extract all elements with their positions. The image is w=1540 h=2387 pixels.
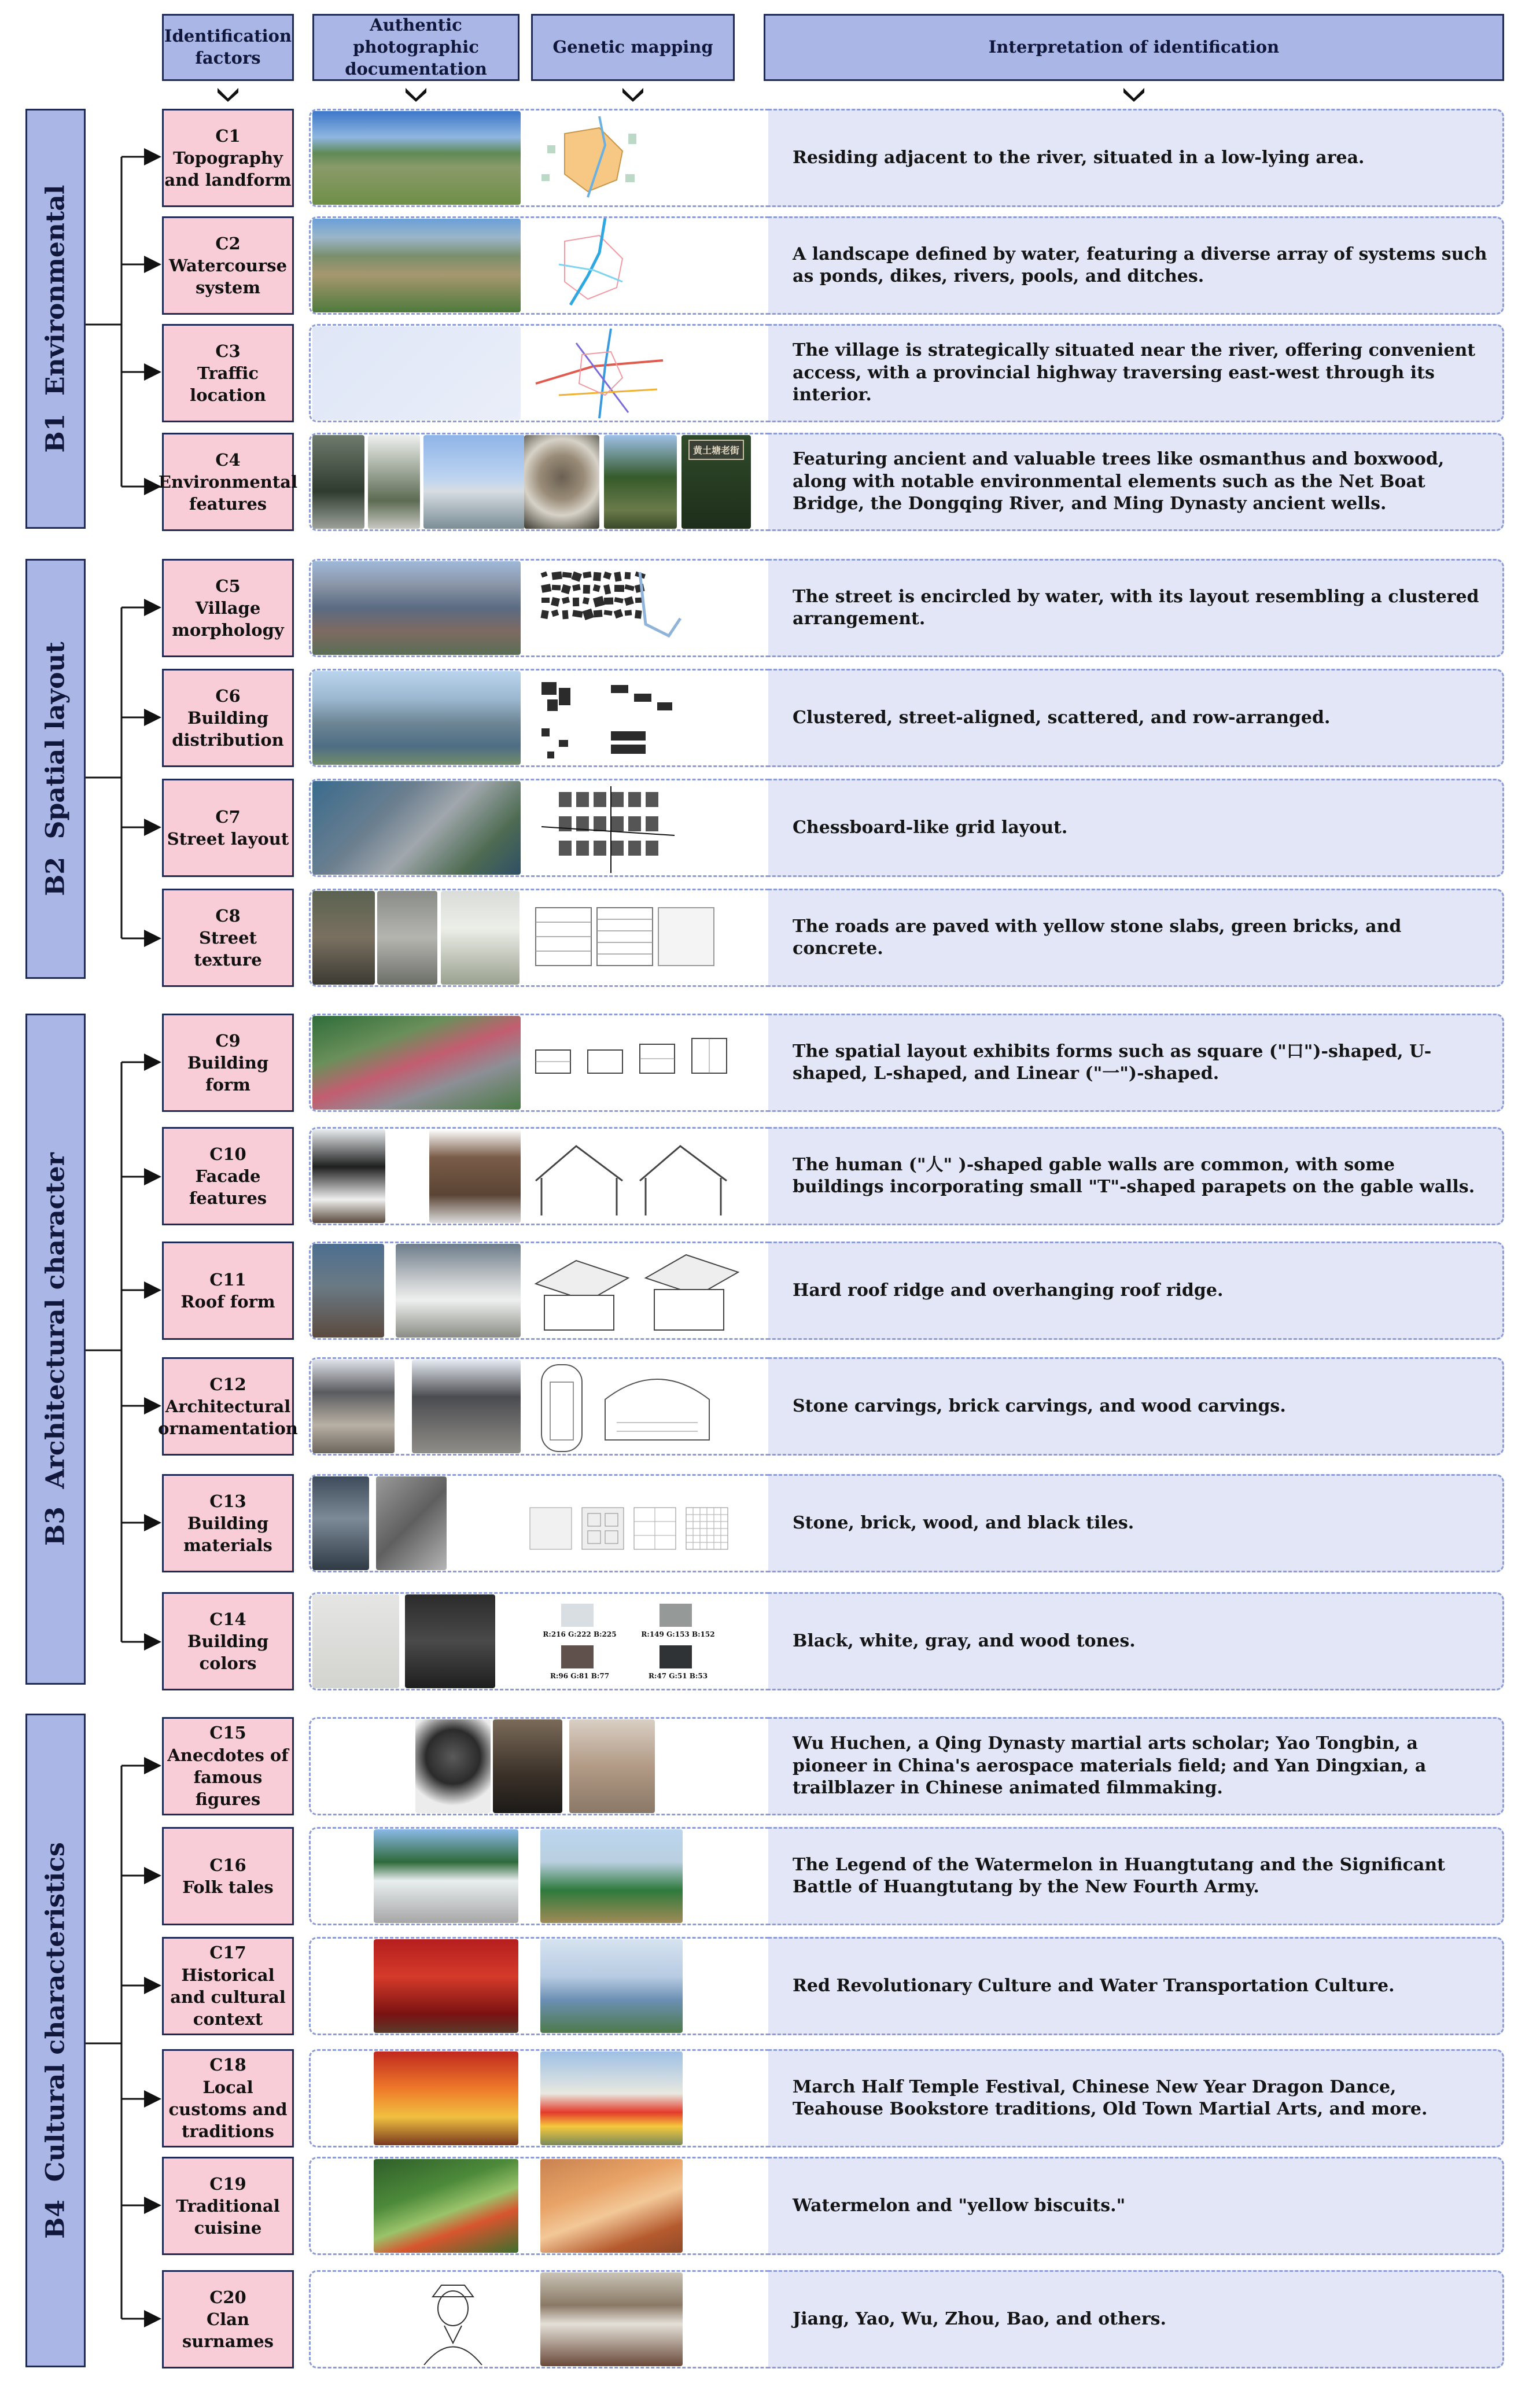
factor-code: C19 <box>209 2174 246 2194</box>
photograph <box>540 1939 683 2033</box>
header-label: Identification factors <box>164 26 292 68</box>
photograph <box>374 2159 518 2253</box>
factor-code: C20 <box>209 2287 246 2307</box>
interpretation-text <box>768 324 1504 422</box>
swatch-label: R:216 G:222 B:225 <box>543 1630 617 1638</box>
factor-code: C4 <box>215 450 241 470</box>
factor-label-c7 <box>162 779 294 877</box>
photograph <box>312 891 375 985</box>
photograph <box>540 2051 683 2145</box>
genetic-map <box>524 1129 753 1224</box>
interpretation-text <box>768 216 1504 315</box>
interpretation-text <box>768 2049 1504 2147</box>
factor-name: Roof form <box>180 1292 275 1312</box>
color-swatch <box>561 1645 594 1668</box>
factor-code: C14 <box>209 1609 246 1629</box>
factor-code: C9 <box>215 1030 241 1051</box>
photograph <box>429 1129 521 1223</box>
factor-name: Topography and landform <box>164 148 292 190</box>
interpretation-label: Jiang, Yao, Wu, Zhou, Bao, and others. <box>793 2308 1166 2329</box>
factor-code: C16 <box>209 1855 246 1875</box>
factor-label-c19 <box>162 2157 294 2255</box>
photograph <box>377 891 437 985</box>
interpretation-label: Clustered, street-aligned, scattered, and row-arranged. <box>793 707 1331 728</box>
photograph <box>569 1719 655 1813</box>
interpretation-text <box>768 1014 1504 1112</box>
genetic-map <box>524 1015 753 1110</box>
factor-code: C6 <box>215 686 241 706</box>
factor-name: Folk tales <box>182 1877 274 1897</box>
interpretation-label: A landscape defined by water, featuring a diverse array of systems such as ponds, dikes, rivers, pools, and ditches. <box>793 244 1487 286</box>
category-name: Spatial layout <box>40 642 71 839</box>
interpretation-label: Wu Huchen, a Qing Dynasty martial arts scholar; Yao Tongbin, a pioneer in China's aerospace materials field; and Yan Dingxian, a trailblazer in Chinese animated filmmaking. <box>793 1733 1427 1799</box>
header-label: Genetic mapping <box>552 37 713 57</box>
factor-name: Clan surnames <box>182 2309 274 2352</box>
color-swatch <box>660 1645 692 1668</box>
photograph <box>312 561 521 655</box>
factor-label-c16 <box>162 1827 294 1925</box>
factor-label-c14 <box>162 1592 294 1690</box>
interpretation-label: Featuring ancient and valuable trees like osmanthus and boxwood, along with notable environmental elements such as the Net Boat Bridge, the Dongqing River, and Ming Dynasty ancient wells. <box>793 449 1445 514</box>
factor-code: C13 <box>209 1491 246 1511</box>
interpretation-label: Black, white, gray, and wood tones. <box>793 1630 1136 1651</box>
interpretation-label: Watermelon and "yellow biscuits." <box>793 2195 1126 2216</box>
photograph <box>441 891 520 985</box>
category-code: B4 <box>40 2199 71 2239</box>
swatch-label: R:47 G:51 B:53 <box>648 1672 708 1680</box>
interpretation-label: Hard roof ridge and overhanging roof ridge. <box>793 1280 1224 1301</box>
category-name: Environmental <box>40 185 71 396</box>
factor-code: C15 <box>209 1723 246 1743</box>
factor-name: Building colors <box>187 1631 269 1674</box>
factor-name: Traditional cuisine <box>176 2196 280 2238</box>
genetic-map <box>524 561 753 655</box>
photograph <box>524 435 599 529</box>
color-swatch <box>561 1604 594 1627</box>
photograph <box>312 781 521 875</box>
category-code: B1 <box>40 413 71 453</box>
genetic-map <box>524 1359 753 1454</box>
photograph <box>540 2272 683 2366</box>
header-label: Authentic photographic documentation <box>345 15 487 79</box>
photograph <box>312 1476 369 1570</box>
factor-name: Environmental features <box>158 471 298 514</box>
factor-code: C8 <box>215 905 241 926</box>
factor-label-c18 <box>162 2049 294 2147</box>
interpretation-text <box>768 2270 1504 2368</box>
interpretation-text <box>768 1127 1504 1225</box>
photograph <box>368 435 420 529</box>
factor-label-c5 <box>162 559 294 657</box>
photograph <box>312 326 521 420</box>
factor-label-c10 <box>162 1127 294 1225</box>
factor-label-c20 <box>162 2270 294 2368</box>
factor-name: Architectural ornamentation <box>158 1396 298 1439</box>
interpretation-text <box>768 779 1504 877</box>
photograph <box>540 1829 683 1923</box>
genetic-map <box>524 218 753 313</box>
photograph <box>396 1244 521 1338</box>
factor-code: C18 <box>209 2055 246 2075</box>
genetic-map <box>524 671 753 765</box>
factor-code: C5 <box>215 576 241 596</box>
genetic-map <box>524 1243 753 1338</box>
photograph <box>374 2051 518 2145</box>
photograph <box>540 2159 683 2253</box>
genetic-map <box>524 780 753 875</box>
interpretation-label: The Legend of the Watermelon in Huangtutang and the Significant Battle of Huangtutang by the New Fourth Army. <box>793 1854 1446 1897</box>
factor-label-c15 <box>162 1717 294 1815</box>
interpretation-text <box>768 1474 1504 1572</box>
interpretation-label: The spatial layout exhibits forms such as square ("口")-shaped, U-shaped, L-shaped, and Linear ("一")-shaped. <box>793 1041 1432 1084</box>
factor-label-c11 <box>162 1242 294 1340</box>
factor-code: C10 <box>209 1144 246 1164</box>
interpretation-text <box>768 109 1504 207</box>
factor-label-c8 <box>162 889 294 987</box>
factor-name: Street texture <box>194 927 262 970</box>
interpretation-text <box>768 1717 1504 1815</box>
factor-label-c13 <box>162 1474 294 1572</box>
photograph <box>374 1829 518 1923</box>
factor-code: C2 <box>215 233 241 253</box>
header-label: Interpretation of identification <box>988 37 1280 57</box>
interpretation-text <box>768 1242 1504 1340</box>
interpretation-text <box>768 2157 1504 2255</box>
photograph <box>312 671 521 765</box>
factor-code: C7 <box>215 806 241 827</box>
photograph <box>423 435 525 529</box>
factor-name: Building form <box>187 1052 269 1095</box>
genetic-map <box>524 110 753 205</box>
photograph <box>405 1594 495 1688</box>
factor-name: Traffic location <box>190 363 266 406</box>
interpretation-text <box>768 1592 1504 1690</box>
category-code: B2 <box>40 856 71 896</box>
factor-label-c1 <box>162 109 294 207</box>
photograph <box>604 435 677 529</box>
factor-code: C1 <box>215 126 241 146</box>
interpretation-text <box>768 669 1504 767</box>
factor-label-c9 <box>162 1014 294 1112</box>
interpretation-text <box>768 559 1504 657</box>
interpretation-label: Red Revolutionary Culture and Water Transportation Culture. <box>793 1975 1395 1996</box>
interpretation-text <box>768 889 1504 987</box>
category-name: Cultural characteristics <box>40 1842 71 2182</box>
photograph <box>312 219 521 312</box>
interpretation-text <box>768 1357 1504 1456</box>
heritage-sign <box>681 435 751 529</box>
factor-label-c12 <box>158 1357 298 1456</box>
factor-name: Facade features <box>189 1166 267 1209</box>
factor-name: Historical and cultural context <box>170 1965 286 2029</box>
factor-label-c2 <box>162 216 294 315</box>
factor-name: Watercourse system <box>168 255 288 298</box>
genetic-map <box>524 326 753 421</box>
factor-code: C17 <box>209 1943 246 1963</box>
factor-code: C12 <box>209 1374 246 1394</box>
genetic-map <box>524 1476 753 1571</box>
interpretation-label: March Half Temple Festival, Chinese New Year Dragon Dance, Teahouse Bookstore traditions, Old Town Martial Arts, and more. <box>793 2076 1428 2119</box>
photograph <box>376 1476 447 1570</box>
factor-name: Street layout <box>167 829 289 849</box>
factor-name: Anecdotes of famous figures <box>167 1745 289 1810</box>
factor-label-c4 <box>158 433 298 531</box>
factor-label-c3 <box>162 324 294 422</box>
photograph <box>312 1360 395 1453</box>
factor-label-c17 <box>162 1937 294 2035</box>
factor-code: C11 <box>209 1269 246 1290</box>
swatch-label: R:149 G:153 B:152 <box>641 1630 715 1638</box>
interpretation-label: The street is encircled by water, with its layout resembling a clustered arrangement. <box>793 586 1479 629</box>
swatch-label: R:96 G:81 B:77 <box>550 1672 610 1680</box>
photograph <box>312 1016 521 1110</box>
interpretation-label: Stone, brick, wood, and black tiles. <box>793 1512 1134 1533</box>
photograph <box>312 1244 384 1338</box>
photograph <box>312 1129 385 1223</box>
photograph <box>493 1719 562 1813</box>
photograph <box>374 1939 518 2033</box>
interpretation-text <box>768 1827 1504 1925</box>
interpretation-label: The human ("人" )-shaped gable walls are common, with some buildings incorporating small "T"-shaped parapets on the gable walls. <box>793 1154 1475 1197</box>
photograph <box>312 435 364 529</box>
interpretation-label: Chessboard-like grid layout. <box>793 817 1068 838</box>
interpretation-text <box>768 433 1504 531</box>
photograph <box>312 111 521 205</box>
factor-name: Village morphology <box>172 598 284 640</box>
interpretation-label: Stone carvings, brick carvings, and wood carvings. <box>793 1395 1286 1416</box>
photograph <box>312 1594 399 1688</box>
interpretation-label: The village is strategically situated near the river, offering convenient access, with a provincial highway traversing east-west through its interior. <box>793 340 1476 406</box>
factor-label-c6 <box>162 669 294 767</box>
sign-text: 黄土塘老街 <box>688 440 744 460</box>
factor-name: Local customs and traditions <box>168 2077 288 2142</box>
category-code: B3 <box>40 1506 71 1546</box>
photograph <box>415 1719 491 1813</box>
interpretation-text <box>768 1937 1504 2035</box>
category-name: Architectural character <box>40 1152 71 1489</box>
interpretation-label: The roads are paved with yellow stone slabs, green bricks, and concrete. <box>793 916 1402 959</box>
interpretation-label: Residing adjacent to the river, situated in a low-lying area. <box>793 147 1365 168</box>
factor-name: Building materials <box>183 1513 272 1556</box>
color-swatch <box>660 1604 692 1627</box>
factor-name: Building distribution <box>172 708 284 750</box>
photograph <box>412 1360 521 1453</box>
portrait-sketch <box>410 2274 496 2365</box>
factor-code: C3 <box>215 341 241 361</box>
genetic-map <box>524 890 753 985</box>
